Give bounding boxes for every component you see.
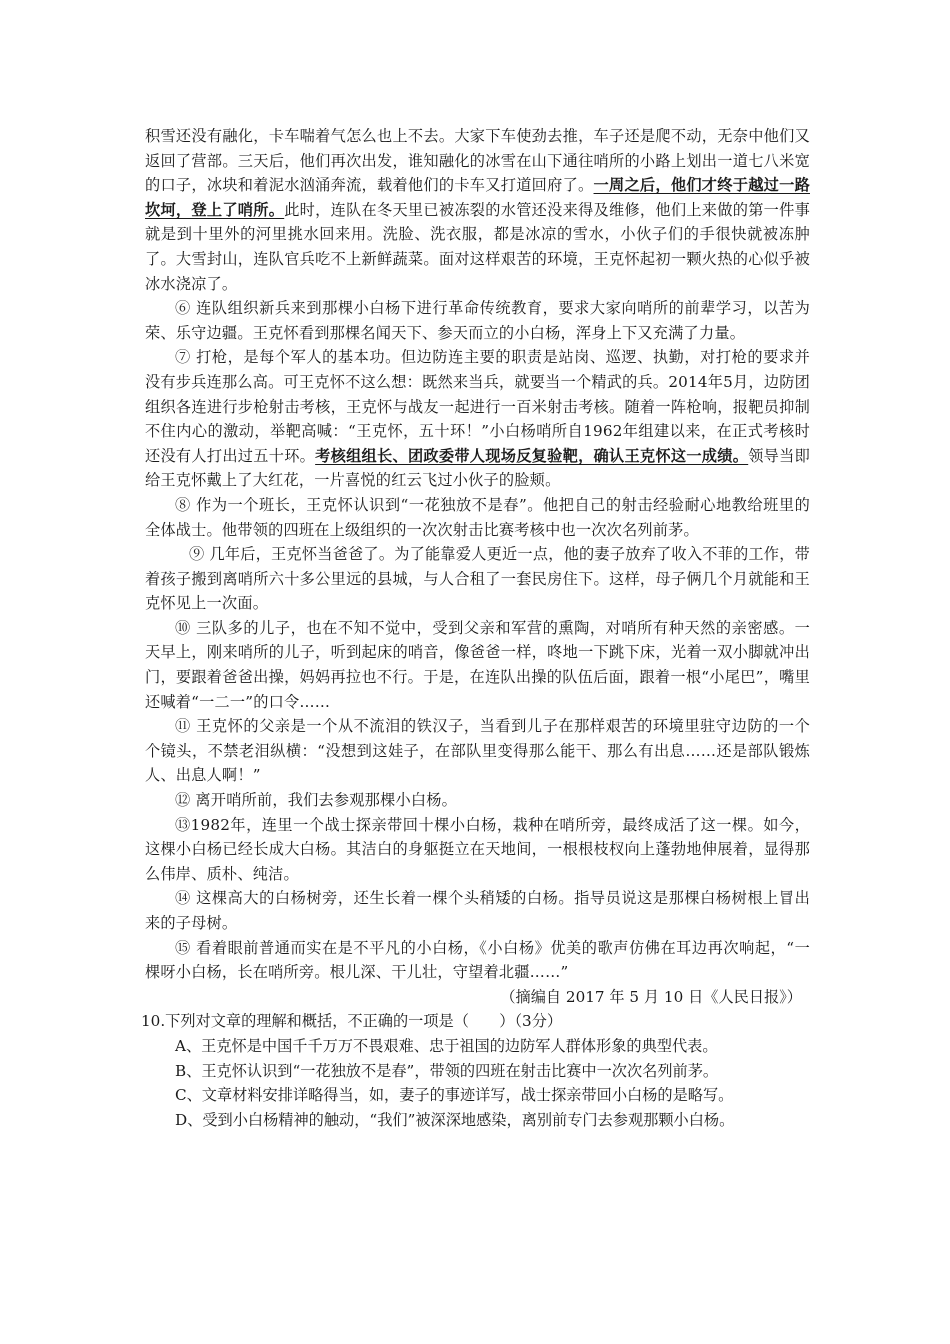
question-10-option-d: D、受到小白杨精神的触动，“我们”被深深地感染，离别前专门去参观那颗小白杨。 xyxy=(175,1110,735,1129)
paragraph-14: ⑭ 这棵高大的白杨树旁，还生长着一棵个头稍矮的白杨。指导员说这是那棵白杨树根上冒出来的子母树。 xyxy=(145,889,810,932)
question-10-stem: 10.下列对文章的理解和概括，不正确的一项是（ ）（3分） xyxy=(141,1012,563,1031)
paragraph-5 xyxy=(145,124,810,296)
paragraph-7-part-a: ⑦ 打枪，是每个军人的基本功。但边防连主要的职责是站岗、巡逻、执勤，对打枪的要求并没有步兵连那么高。可王克怀不这么想：既然来当兵，就要当一个精武的兵。2014年5月，边防团组织各连进行步枪射击考核，王克怀与战友一起进行一百米射击考核。随着一阵枪响，报靶员抑制不住内心的激动，举靶高喊：“王克怀，五十环！”小白杨哨所自1962年组建以来，在正式考核时还没有人打出过五十环。 xyxy=(145,348,810,465)
paragraph-11: ⑪ 王克怀的父亲是一个从不流泪的铁汉子，当看到儿子在那样艰苦的环境里驻守边防的一个个镜头，不禁老泪纵横：“没想到这娃子，在部队里变得那么能干、那么有出息……还是部队锻炼人、出息人啊！” xyxy=(145,717,810,785)
paragraph-15: ⑮ 看着眼前普通而实在是不平凡的小白杨，《小白杨》优美的歌声仿佛在耳边再次响起，“一棵呀小白杨，长在哨所旁。根儿深、干儿壮，守望着北疆……” xyxy=(145,938,810,982)
paragraph-7-underlined-sentence: 考核组组长、团政委带人现场反复验靶，确认王克怀这一成绩。 xyxy=(315,446,749,465)
paragraph-5-underlined-sentence: 一周之后，他们才终于越过一路坎坷，登上了哨所。 xyxy=(145,176,810,219)
paragraph-7 xyxy=(145,345,810,493)
paragraph-13: ⑬1982年，连里一个战士探亲带回十棵小白杨，栽种在哨所旁，最终成活了这一棵。如今，这棵小白杨已经长成大白杨。其洁白的身躯挺立在天地间，一根根枝杈向上蓬勃地伸展着，显得那么伟岸、质朴、纯洁。 xyxy=(145,815,810,883)
question-10-option-b: B、王克怀认识到“一花独放不是春”，带领的四班在射击比赛中一次次名列前茅。 xyxy=(175,1061,719,1080)
source-citation: （摘编自 2017 年 5 月 10 日《人民日报》） xyxy=(500,987,802,1006)
paragraph-5-part-a: 积雪还没有融化，卡车喘着气怎么也上不去。大家下车使劲去推，车子还是爬不动，无奈中他们又返回了营部。三天后，他们再次出发，谁知融化的冰雪在山下通往哨所的小路上划出一道七八米宽的口子，冰块和着泥水汹涌奔流，载着他们的卡车又打道回府了。 xyxy=(145,127,810,195)
paragraph-12: ⑫ 离开哨所前，我们去参观那棵小白杨。 xyxy=(175,791,458,810)
paragraph-6: ⑥ 连队组织新兵来到那棵小白杨下进行革命传统教育，要求大家向哨所的前辈学习，以苦为荣、乐守边疆。王克怀看到那棵名闻天下、参天而立的小白杨，浑身上下又充满了力量。 xyxy=(145,299,810,342)
paragraph-5-part-c: 此时，连队在冬天里已被冻裂的水管还没来得及维修，他们上来做的第一件事就是到十里外的河里挑水回来用。洗脸、洗衣服，都是冰凉的雪水，小伙子们的手很快就被冻肿了。大雪封山，连队官兵吃不上新鲜蔬菜。面对这样艰苦的环境，王克怀起初一颗火热的心似乎被冰水浇凉了。 xyxy=(145,200,810,293)
paragraph-8: ⑧ 作为一个班长，王克怀认识到“一花独放不是春”。他把自己的射击经验耐心地教给班里的全体战士。他带领的四班在上级组织的一次次射击比赛考核中也一次次名列前茅。 xyxy=(145,495,810,539)
document-page xyxy=(141,124,810,1132)
question-10-option-c: C、文章材料安排详略得当，如，妻子的事迹详写，战士探亲带回小白杨的是略写。 xyxy=(175,1086,734,1105)
paragraph-9: ⑨ 几年后，王克怀当爸爸了。为了能靠爱人更近一点，他的妻子放弃了收入不菲的工作，带着孩子搬到离哨所六十多公里远的县城，与人合租了一套民房住下。这样，母子俩几个月就能和王克怀见上一次面。 xyxy=(145,545,810,613)
paragraph-7-part-c: 领导当即给王克怀戴上了大红花，一片喜悦的红云飞过小伙子的脸颊。 xyxy=(145,446,810,490)
paragraph-10: ⑩ 三队多的儿子，也在不知不觉中，受到父亲和军营的熏陶，对哨所有种天然的亲密感。一天早上，刚来哨所的儿子，听到起床的哨音，像爸爸一样，咚地一下跳下床，光着一双小脚就冲出门，要跟着爸爸出操，妈妈再拉也不行。于是，在连队出操的队伍后面，跟着一根“小尾巴”，嘴里还喊着“一二一”的口令…… xyxy=(145,618,810,711)
question-10-option-a: A、王克怀是中国千千万万不畏艰难、忠于祖国的边防军人群体形象的典型代表。 xyxy=(175,1036,718,1055)
